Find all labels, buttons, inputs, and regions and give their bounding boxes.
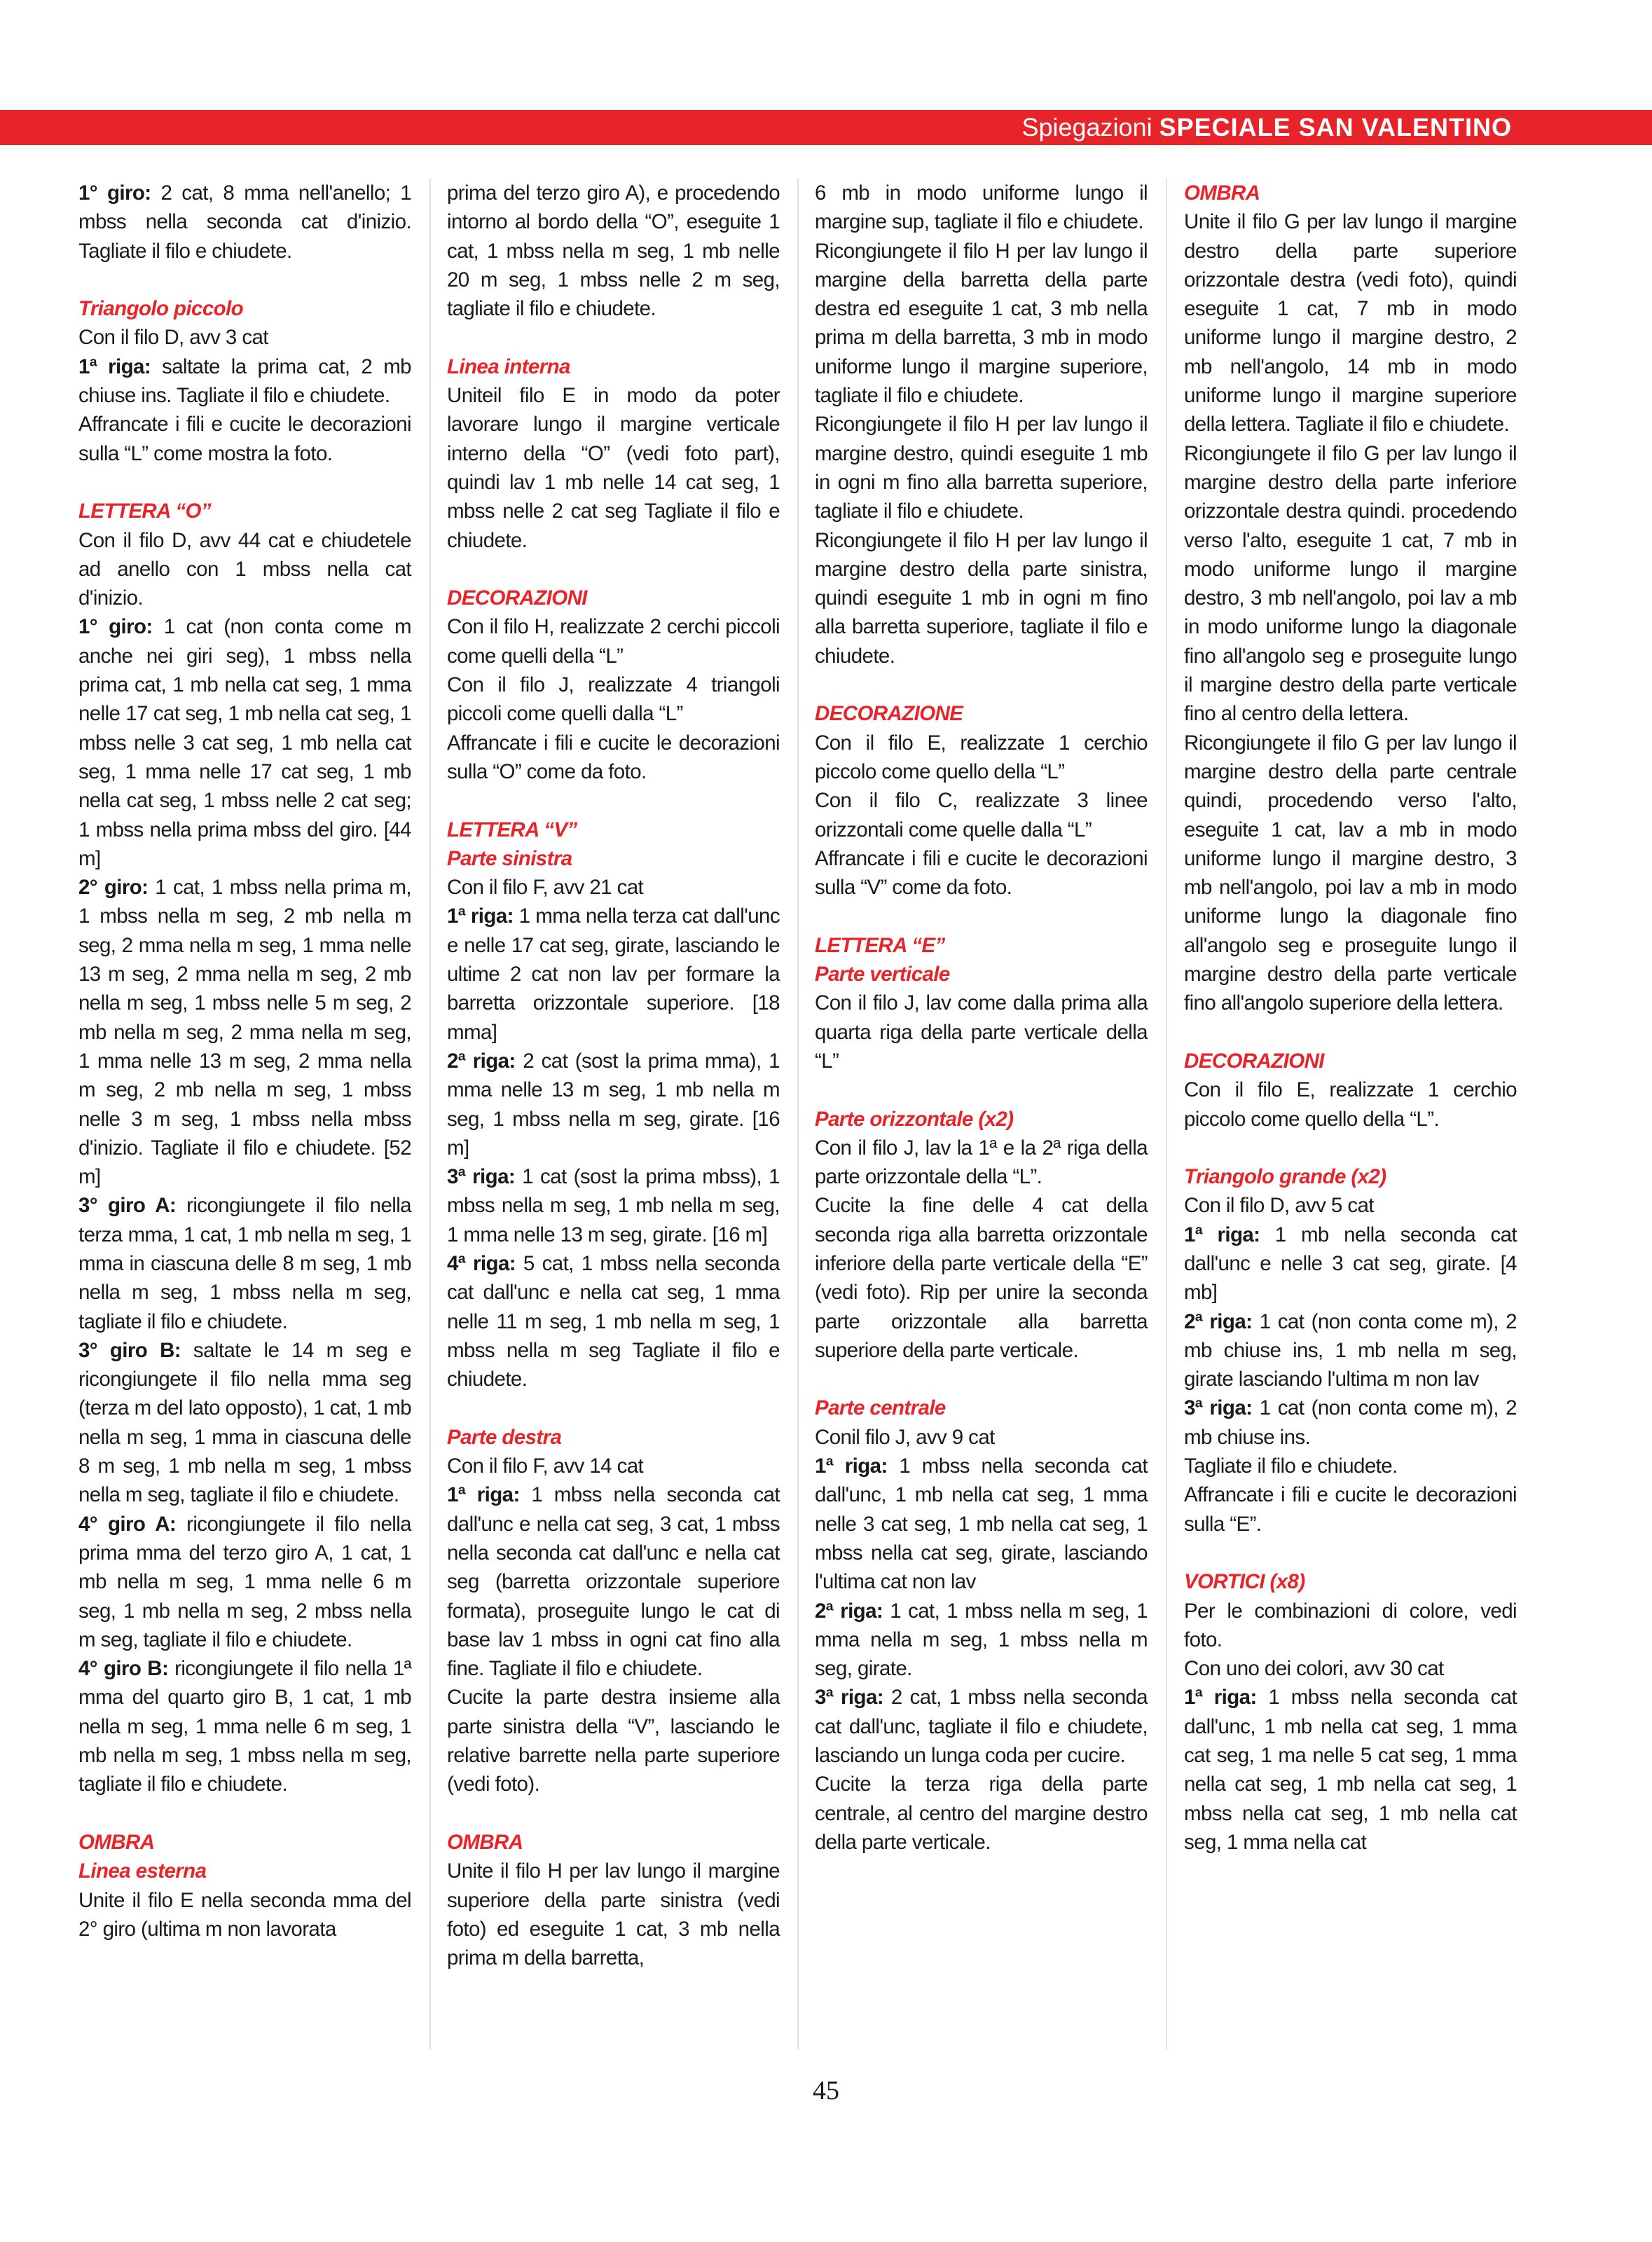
instruction-paragraph [447,1452,780,1480]
instruction-paragraph [78,1654,411,1799]
column-divider [797,179,799,2049]
instruction-text: Cucite la terza riga della parte centrale, al centro del margine destro della parte verticale. [815,1773,1148,1854]
row-label: 1ª riga: [1184,1686,1257,1710]
paragraph-spacer [815,670,1148,699]
section-heading: OMBRA [1184,181,1260,205]
row-label: 3° giro B: [78,1338,181,1362]
instruction-paragraph [78,1336,411,1510]
section-heading: DECORAZIONI [447,586,587,610]
instruction-paragraph [1184,439,1517,729]
instruction-paragraph [1184,1654,1517,1683]
instruction-paragraph [447,1162,780,1249]
instruction-text: 1 mma nella terza cat dall'unc e nelle 17 cat seg, girate, lasciando le ultime 2 cat non lav per formare la barretta orizzontale superiore. [18 mma] [447,905,780,1044]
paragraph-spacer [447,555,780,584]
instruction-paragraph [78,526,411,613]
instruction-text: 1 cat (non conta come m), 2 mb chiuse ins, 1 mb nella m seg, girate lasciando l'ultima m non lav [1184,1309,1517,1391]
paragraph-spacer [447,323,780,352]
row-label: 4° giro B: [78,1657,169,1681]
instruction-paragraph [815,1423,1148,1452]
instruction-paragraph [1184,1452,1517,1480]
instruction-paragraph [78,410,411,468]
section-heading: OMBRA [78,1830,155,1854]
instruction-text: Con il filo J, realizzate 4 triangoli piccoli come quelli dalla “L” [447,673,780,726]
instruction-text: Affrancate i fili e cucite le decorazioni sulla “V” come da foto. [815,846,1148,900]
text-column-2 [447,179,780,1972]
paragraph-spacer [78,1799,411,1828]
instruction-text: Affrancate i fili e cucite le decorazioni sulla “L” come mostra la foto. [78,413,411,465]
section-header [1021,110,1512,145]
instruction-paragraph [447,1047,780,1162]
instruction-paragraph [78,323,411,352]
instruction-text: Con il filo F, avv 14 cat [447,1454,644,1478]
instruction-paragraph [1184,1307,1517,1394]
instruction-text: Con il filo J, lav la 1ª e la 2ª riga della parte orizzontale della “L”. [815,1136,1148,1189]
instruction-text: Affrancate i fili e cucite le decorazioni sulla “O” come da foto. [447,731,780,783]
instruction-paragraph [815,526,1148,670]
section-heading: LETTERA “E” [815,933,945,957]
instruction-paragraph [815,786,1148,844]
instruction-paragraph [1184,1220,1517,1307]
section-heading: DECORAZIONE [815,702,963,726]
instruction-text: prima del terzo giro A), e procedendo intorno al bordo della “O”, eseguite 1 cat, 1 mbss nella m seg, 1 mb nelle 20 m seg, 1 mbss nelle 2 m seg, tagliate il filo e chiudete. [447,181,780,321]
paragraph-spacer [447,786,780,815]
instruction-text: 1 mbss nella seconda cat dall'unc, 1 mb nella cat seg, 1 mma cat seg, 1 ma nelle 5 cat seg, 1 mma nella cat seg, 1 mb nella cat seg, 1 mbss nella cat seg, 1 mb nella cat seg, 1 mma nella cat [1184,1686,1517,1854]
row-label: 3ª riga: [447,1165,516,1189]
section-heading: Triangolo piccolo [78,297,244,321]
row-label: 4° giro A: [78,1512,177,1536]
instruction-paragraph [447,381,780,555]
instruction-text: Cucite la parte destra insieme alla parte sinistra della “V”, lasciando le relative barrette nella parte superiore (vedi foto). [447,1686,780,1796]
row-label: 3ª riga: [815,1686,883,1710]
instruction-paragraph [815,1683,1148,1770]
instruction-text: 1 cat (non conta come m), 2 mb chiuse ins. [1184,1396,1517,1449]
instruction-paragraph [1184,1597,1517,1655]
instruction-paragraph [815,1191,1148,1365]
paragraph-spacer [78,266,411,294]
instruction-paragraph [1184,1191,1517,1220]
instruction-paragraph [447,1249,780,1394]
instruction-paragraph [447,179,780,323]
instruction-paragraph [78,873,411,1191]
instruction-paragraph [78,1886,411,1944]
instruction-text: 1 cat (non conta come m anche nei giri seg), 1 mbss nella prima cat, 1 mb nella cat seg, 1 mma nelle 17 cat seg, 1 mb nella cat seg, 1 mbss nelle 3 cat seg, 1 mb nella cat seg, 1 mma nelle 17 cat seg, 1 mb nella cat seg, 1 mbss nelle 2 cat seg; 1 mbss nella prima mbss del giro. [44 m] [78,615,411,870]
paragraph-spacer [447,1394,780,1422]
instruction-paragraph [815,1597,1148,1684]
instruction-paragraph [78,352,411,411]
instruction-paragraph [815,989,1148,1075]
section-heading: DECORAZIONI [1184,1049,1324,1073]
text-column-4 [1184,179,1517,1857]
instruction-text: 1 cat, 1 mbss nella m seg, 1 mma nella m seg, 1 mbss nella m seg, girate. [815,1599,1148,1681]
paragraph-spacer [1184,1018,1517,1047]
text-column-3 [815,179,1148,1857]
instruction-text: Ricongiungete il filo G per lav lungo il margine destro della parte centrale quindi, procedendo verso l'alto, eseguite 1 cat, lav a mb in modo uniforme lungo il margine destro, 3 mb nell'angolo, poi lav a mb in modo uniforme lungo la diagonale fino all'angolo seg e proseguite lungo il margine destro della parte verticale fino all'angolo superiore della lettera. [1184,731,1517,1015]
instruction-paragraph [447,729,780,787]
instruction-text: saltate le 14 m seg e ricongiungete il filo nella mma seg (terza m del lato opposto), 1 cat, 1 mb nella m seg, 1 mma in ciascuna delle 8 m seg, 1 mb nella m seg, 1 mbss nella m seg, tagliate il filo e chiudete. [78,1338,411,1507]
instruction-text: Tagliate il filo e chiudete. [1184,1454,1398,1478]
instruction-text: ricongiungete il filo nella terza mma, 1 cat, 1 mb nella m seg, 1 mma in ciascuna delle 8 m seg, 1 mb nella m seg, 1 mbss nella m seg, tagliate il filo e chiudete. [78,1194,411,1333]
instruction-text: saltate la prima cat, 2 mb chiuse ins. Tagliate il filo e chiudete. [78,355,411,408]
row-label: 1° giro: [78,615,153,639]
instruction-paragraph [1184,1394,1517,1452]
instruction-paragraph [1184,1075,1517,1134]
section-heading: Parte orizzontale (x2) [815,1107,1014,1131]
instruction-text: 1 cat, 1 mbss nella prima m, 1 mbss nella m seg, 2 mb nella m seg, 2 mma nella m seg, 1 mma nelle 13 m seg, 2 mma nella m seg, 2 mb nella m seg, 1 mbss nelle 5 m seg, 2 mb nella m seg, 2 mma nella m seg, 1 mma nelle 13 m seg, 2 mma nella m seg, 2 mb nella m seg, 1 mbss nelle 3 m seg, 1 mbss nella mbss d'inizio. Tagliate il filo e chiudete. [52 m] [78,876,411,1189]
section-heading: Parte destra [447,1425,562,1449]
page-number: 45 [813,2076,839,2105]
paragraph-spacer [815,902,1148,930]
instruction-paragraph [447,670,780,729]
instruction-paragraph [1184,207,1517,439]
instruction-text: Uniteil filo E in modo da poter lavorare lungo il margine verticale interno della “O” (vedi foto part), quindi lav 1 mb nelle 14 cat seg, 1 mbss nelle 2 cat seg Tagliate il filo e chiudete. [447,384,780,552]
section-heading: OMBRA [447,1830,523,1854]
row-label: 1ª riga: [78,355,151,378]
text-column-1 [78,179,411,1944]
instruction-paragraph [815,179,1148,237]
paragraph-spacer [1184,1539,1517,1567]
column-divider [1166,179,1167,2049]
section-heading: Triangolo grande (x2) [1184,1165,1386,1189]
instruction-text: 1 cat (sost la prima mbss), 1 mbss nella m seg, 1 mb nella m seg, 1 mma nelle 13 m seg, girate. [16 m] [447,1165,780,1246]
instruction-paragraph [1184,1480,1517,1539]
instruction-text: Con il filo E, realizzate 1 cerchio piccolo come quello della “L” [815,731,1148,783]
paragraph-spacer [1184,1134,1517,1162]
section-heading: Linea esterna [78,1859,207,1883]
instruction-paragraph [815,1770,1148,1857]
instruction-paragraph [78,1191,411,1335]
column-divider [429,179,431,2049]
section-heading: Linea interna [447,355,570,378]
instruction-text: Con il filo D, avv 5 cat [1184,1194,1374,1218]
row-label: 4ª riga: [447,1251,516,1275]
instruction-paragraph [815,1134,1148,1192]
instruction-text: Unite il filo E nella seconda mma del 2° giro (ultima m non lavorata [78,1888,411,1941]
instruction-text: 1 mb nella seconda cat dall'unc e nelle 3 cat seg, girate. [4 mb] [1184,1223,1517,1305]
instruction-text: Affrancate i fili e cucite le decorazioni sulla “E”. [1184,1483,1517,1536]
instruction-text: Per le combinazioni di colore, vedi foto. [1184,1599,1517,1651]
instruction-paragraph [78,612,411,873]
instruction-text: 1 mbss nella seconda cat dall'unc, 1 mb nella cat seg, 1 mma nelle 3 cat seg, 1 mb nella cat seg, 1 mbss nella cat seg, girate, lasciando l'ultima cat non lav [815,1454,1148,1594]
instruction-text: Ricongiungete il filo G per lav lungo il margine destro della parte inferiore orizzontale destra quindi. procedendo verso l'alto, eseguite 1 cat, 7 mb in modo uniforme lungo il margine destro, 3 mb nell'angolo, poi lav a mb in modo uniforme lungo la diagonale fino all'angolo seg e proseguite lungo il margine destro della parte verticale fino al centro della lettera. [1184,441,1517,726]
instruction-text: Ricongiungete il filo H per lav lungo il margine destro, quindi eseguite 1 mb in ogni m fino alla barretta superiore, tagliate il filo e chiudete. [815,413,1148,523]
row-label: 2ª riga: [447,1049,516,1073]
instruction-paragraph [78,1510,411,1654]
instruction-paragraph [1184,1683,1517,1857]
row-label: 3° giro A: [78,1194,177,1218]
instruction-text: 5 cat, 1 mbss nella seconda cat dall'unc e nella cat seg, 1 mma nelle 11 m seg, 1 mb nella m seg, 1 mbss nella m seg Tagliate il filo e chiudete. [447,1251,780,1391]
row-label: 1ª riga: [815,1454,888,1478]
instruction-paragraph [447,612,780,670]
row-label: 1ª riga: [447,1483,520,1507]
section-heading: LETTERA “O” [78,500,211,523]
instruction-paragraph [447,1480,780,1683]
instruction-paragraph [447,1683,780,1799]
instruction-text: Con il filo D, avv 44 cat e chiudetele ad anello con 1 mbss nella cat d'inizio. [78,528,411,610]
instruction-text: Conil filo J, avv 9 cat [815,1425,995,1449]
instruction-text: Con il filo C, realizzate 3 linee orizzontali come quelle dalla “L” [815,789,1148,841]
instruction-text: 2 cat, 8 mma nell'anello; 1 mbss nella seconda cat d'inizio. Tagliate il filo e chiudete. [78,181,412,263]
row-label: 2ª riga: [1184,1309,1253,1333]
instruction-text: 2 cat (sost la prima mma), 1 mma nelle 13 m seg, 1 mb nella m seg, 1 mbss nella m seg, girate. [16 m] [447,1049,780,1160]
header-title: SPECIALE SAN VALENTINO [1159,113,1512,142]
instruction-paragraph [815,1452,1148,1596]
instruction-text: Con il filo D, avv 3 cat [78,326,268,350]
row-label: 1ª riga: [1184,1223,1260,1246]
header-prefix: Spiegazioni [1021,113,1152,142]
row-label: 2° giro: [78,876,149,900]
paragraph-spacer [78,468,411,497]
instruction-text: 6 mb in modo uniforme lungo il margine sup, tagliate il filo e chiudete. [815,181,1148,234]
instruction-text: Unite il filo G per lav lungo il margine destro della parte superiore orizzontale destra (vedi foto), quindi eseguite 1 cat, 7 mb in modo uniforme lungo il margine destro, 2 mb nell'angolo, 14 mb in modo uniforme lungo il margine superiore della lettera. Tagliate il filo e chiudete. [1184,210,1517,436]
section-heading: VORTICI (x8) [1184,1570,1305,1594]
instruction-text: 1 mbss nella seconda cat dall'unc e nella cat seg, 3 cat, 1 mbss nella seconda cat dall'unc e nella cat seg (barretta orizzontale superiore formata), proseguite lungo le cat di base lav 1 mbss in ogni cat fino alla fine. Tagliate il filo e chiudete. [447,1483,780,1681]
section-heading: Parte verticale [815,963,950,986]
section-heading: LETTERA “V” [447,818,577,841]
instruction-text: Cucite la fine delle 4 cat della seconda riga alla barretta orizzontale inferiore della parte verticale della “E” (vedi foto). Rip per unire la seconda parte orizzontale alla barretta superiore della parte verticale. [815,1194,1148,1362]
instruction-paragraph [1184,729,1517,1018]
row-label: 2ª riga: [815,1599,883,1623]
paragraph-spacer [815,1365,1148,1394]
instruction-text: Con il filo J, lav come dalla prima alla quarta riga della parte verticale della “L” [815,991,1148,1073]
section-heading: Parte centrale [815,1396,946,1420]
instruction-text: Con il filo F, avv 21 cat [447,876,644,900]
instruction-text: 2 cat, 1 mbss nella seconda cat dall'unc, tagliate il filo e chiudete, lasciando un lunga coda per cucire. [815,1686,1148,1768]
instruction-text: Con il filo H, realizzate 2 cerchi piccoli come quelli della “L” [447,615,780,668]
instruction-paragraph [815,410,1148,525]
row-label: 1° giro: [78,181,151,205]
section-heading: Parte sinistra [447,846,572,870]
instruction-paragraph [447,1857,780,1972]
instruction-text: Ricongiungete il filo H per lav lungo il margine della barretta della parte destra ed eseguite 1 cat, 3 mb nella prima m della barretta, 3 mb in modo uniforme lungo il margine superiore, tagliate il filo e chiudete. [815,239,1148,408]
instruction-paragraph [78,179,411,266]
instruction-paragraph [815,237,1148,411]
instruction-text: ricongiungete il filo nella prima mma del terzo giro A, 1 cat, 1 mb nella m seg, 1 mma nelle 6 m seg, 1 mb nella m seg, 2 mbss nella m seg, tagliate il filo e chiudete. [78,1512,411,1651]
instruction-text: Unite il filo H per lav lungo il margine superiore della parte sinistra (vedi foto) ed eseguite 1 cat, 3 mb nella prima m della barretta, [447,1859,780,1970]
instruction-paragraph [815,844,1148,902]
instruction-text: Ricongiungete il filo H per lav lungo il margine destro della parte sinistra, quindi eseguite 1 mb in ogni m fino alla barretta superiore, tagliate il filo e chiudete. [815,528,1148,668]
instruction-paragraph [447,902,780,1046]
instruction-paragraph [447,873,780,902]
instruction-text: Con il filo E, realizzate 1 cerchio piccolo come quello della “L”. [1184,1078,1517,1131]
paragraph-spacer [447,1799,780,1828]
instruction-text: ricongiungete il filo nella 1ª mma del quarto giro B, 1 cat, 1 mb nella m seg, 1 mma nelle 6 m seg, 1 mb nella m seg, 1 mbss nella m seg, tagliate il filo e chiudete. [78,1657,411,1796]
paragraph-spacer [815,1075,1148,1104]
instruction-paragraph [815,729,1148,787]
instruction-text: Con uno dei colori, avv 30 cat [1184,1657,1444,1681]
row-label: 1ª riga: [447,905,514,928]
row-label: 3ª riga: [1184,1396,1253,1420]
